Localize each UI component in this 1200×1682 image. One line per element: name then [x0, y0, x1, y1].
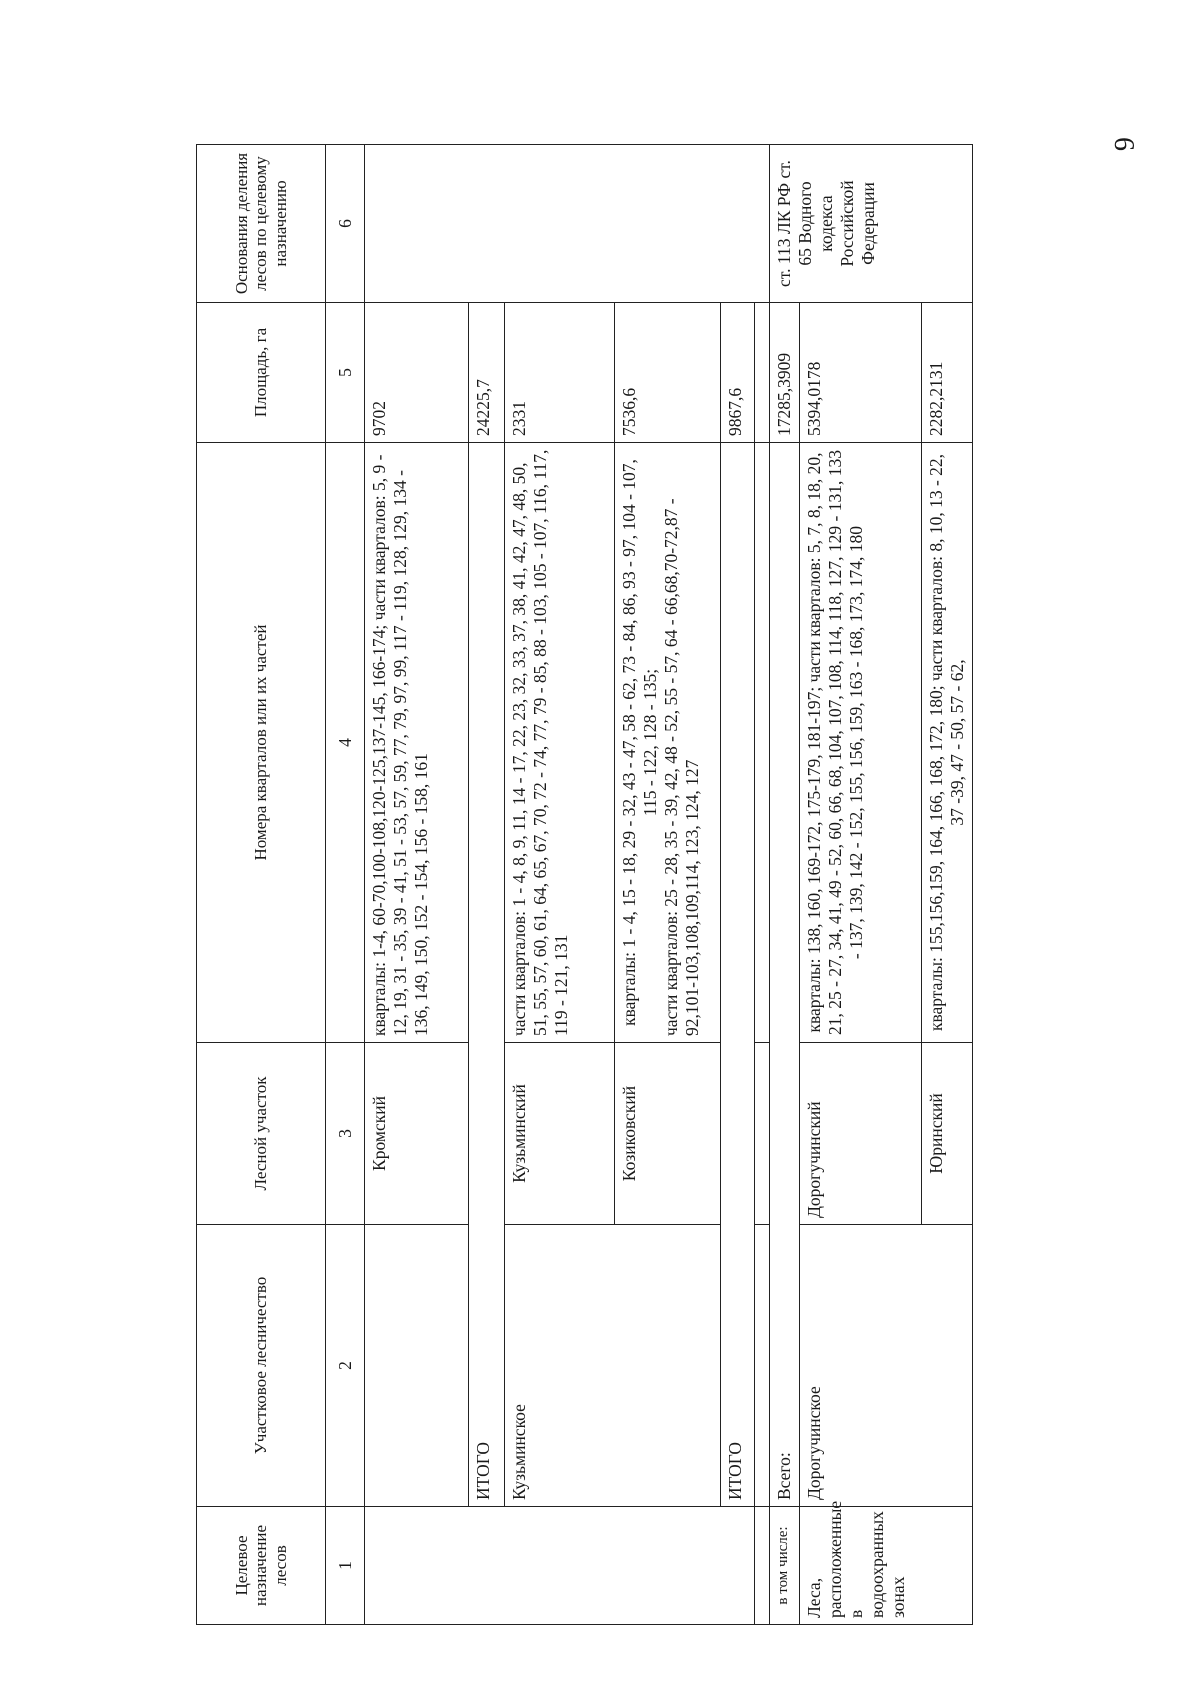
table-row-kuzminsky	[505, 145, 615, 1625]
table-row-dorogychinsky	[800, 145, 922, 1625]
cell-purpose-water-zones: Леса, расположенные в водоохранных зонах	[800, 1507, 973, 1625]
cell-plot-kuzminsky: Кузьминский	[505, 1043, 615, 1225]
cell-area-yurinsky: 2282,2131	[922, 303, 973, 443]
cell-area-kuzminsky: 2331	[505, 303, 615, 443]
col-number-2: 2	[326, 1225, 365, 1507]
cell-plot-kromsky: Кромский	[365, 1043, 469, 1225]
col-number-3: 3	[326, 1043, 365, 1225]
table-row-v-tom-chisle	[770, 145, 800, 1625]
column-number-row	[326, 145, 365, 1625]
col-number-1: 1	[326, 1507, 365, 1625]
cell-empty	[365, 1507, 469, 1625]
cell-plot-kozikovsky: Козиковский	[615, 1043, 721, 1225]
cell-basis-water: ст. 113 ЛК РФ ст. 65 Водного кодекса Российской Федерации	[770, 145, 973, 303]
quarters-kozikovsky-parts: части кварталов: 25 - 28, 35 - 39, 42, 48 - 52, 55 - 57, 64 - 66,68,70-72,87 - 92,101-103,108,109,114, 123, 124, 127	[661, 498, 702, 1036]
table-row-kromsky	[365, 145, 469, 1625]
header-quarters: Номера кварталов или их частей	[197, 443, 326, 1043]
cell-empty	[755, 303, 770, 443]
table-row-itogo-1	[469, 145, 505, 1625]
col-number-5: 5	[326, 303, 365, 443]
cell-vsego-label: Всего:	[770, 443, 800, 1507]
cell-itogo-2-area: 9867,6	[721, 303, 755, 443]
cell-itogo-1-area: 24225,7	[469, 303, 505, 443]
header-plot: Лесной участок	[197, 1043, 326, 1225]
table-row-itogo-2	[721, 145, 755, 1625]
cell-district-kuzminskoe: Кузьминское	[505, 1225, 721, 1507]
cell-plot-yurinsky: Юринский	[922, 1043, 973, 1225]
forest-purpose-table	[196, 144, 973, 1625]
table-row-spacer	[755, 145, 770, 1625]
col-number-4: 4	[326, 443, 365, 1043]
page-number: 6	[1108, 137, 1139, 151]
header-area: Площадь, га	[197, 303, 326, 443]
header-purpose: Целевое назначение лесов	[197, 1507, 326, 1625]
cell-area-kozikovsky: 7536,6	[615, 303, 721, 443]
cell-empty	[755, 1043, 770, 1225]
cell-empty	[505, 1507, 615, 1625]
header-basis: Основания деления лесов по целевому назначению	[197, 145, 326, 303]
cell-district-dorogychinskoe: Дорогучинское	[800, 1225, 973, 1507]
cell-empty	[365, 1225, 469, 1507]
cell-quarters-kromsky: кварталы: 1-4, 60-70,100-108,120-125,137-145, 166-174; части кварталов: 5, 9 - 12, 19, 31 - 35, 39 - 41, 51 - 53, 57, 59, 77, 79, 97, 99, 117 - 119, 128, 129, 134 - 136, 149, 150, 152 - 154, 156 - 158, 161	[365, 443, 469, 1043]
header-district: Участковое лесничество	[197, 1225, 326, 1507]
cell-area-kromsky: 9702	[365, 303, 469, 443]
cell-quarters-dorogychinsky: кварталы: 138, 160, 169-172, 175-179, 181-197; части кварталов: 5, 7, 8, 18, 20, 21, 25 - 27, 34, 41, 49 - 52, 60, 66, 68, 104, 107, 108, 114, 118, 127, 129 - 131, 133 - 137, 139, 142 - 152, 155, 156, 159, 163 - 168, 173, 174, 180	[800, 443, 922, 1043]
cell-itogo-2-label: ИТОГО	[721, 443, 755, 1507]
cell-empty	[755, 1507, 770, 1625]
cell-plot-dorogychinsky: Дорогучинский	[800, 1043, 922, 1225]
cell-empty	[615, 1507, 721, 1625]
cell-empty	[755, 443, 770, 1043]
cell-v-tom-chisle: в том числе:	[770, 1507, 800, 1625]
header-row	[197, 145, 326, 1625]
cell-empty	[755, 1225, 770, 1507]
cell-quarters-kozikovsky	[615, 443, 721, 1043]
cell-area-dorogychinsky: 5394,0178	[800, 303, 922, 443]
quarters-kozikovsky-full: кварталы: 1 - 4, 15 - 18, 29 - 32, 43 - 47, 58 - 62, 73 - 84, 86, 93 - 97, 104 - 107, 115 - 122, 128 - 135;	[619, 459, 660, 1026]
col-number-6: 6	[326, 145, 365, 303]
cell-basis-empty	[365, 145, 770, 303]
cell-quarters-kuzminsky: части кварталов: 1 - 4, 8, 9, 11, 14 - 17, 22, 23, 32, 33, 37, 38, 41, 42, 47, 48, 50, 51, 55, 57, 60, 61, 64, 65, 67, 70, 72 - 74, 77, 79 - 85, 88 - 103, 105 - 107, 116, 117, 119 - 121, 131	[505, 443, 615, 1043]
rotated-page	[196, 145, 1068, 1625]
cell-quarters-yurinsky: кварталы: 155,156,159, 164, 166, 168, 172, 180; части кварталов: 8, 10, 13 - 22, 37 -39, 47 - 50, 57 - 62,	[922, 443, 973, 1043]
cell-empty	[469, 1507, 505, 1625]
cell-empty	[721, 1507, 755, 1625]
cell-vsego-area: 17285,3909	[770, 303, 800, 443]
cell-itogo-1-label: ИТОГО	[469, 443, 505, 1507]
